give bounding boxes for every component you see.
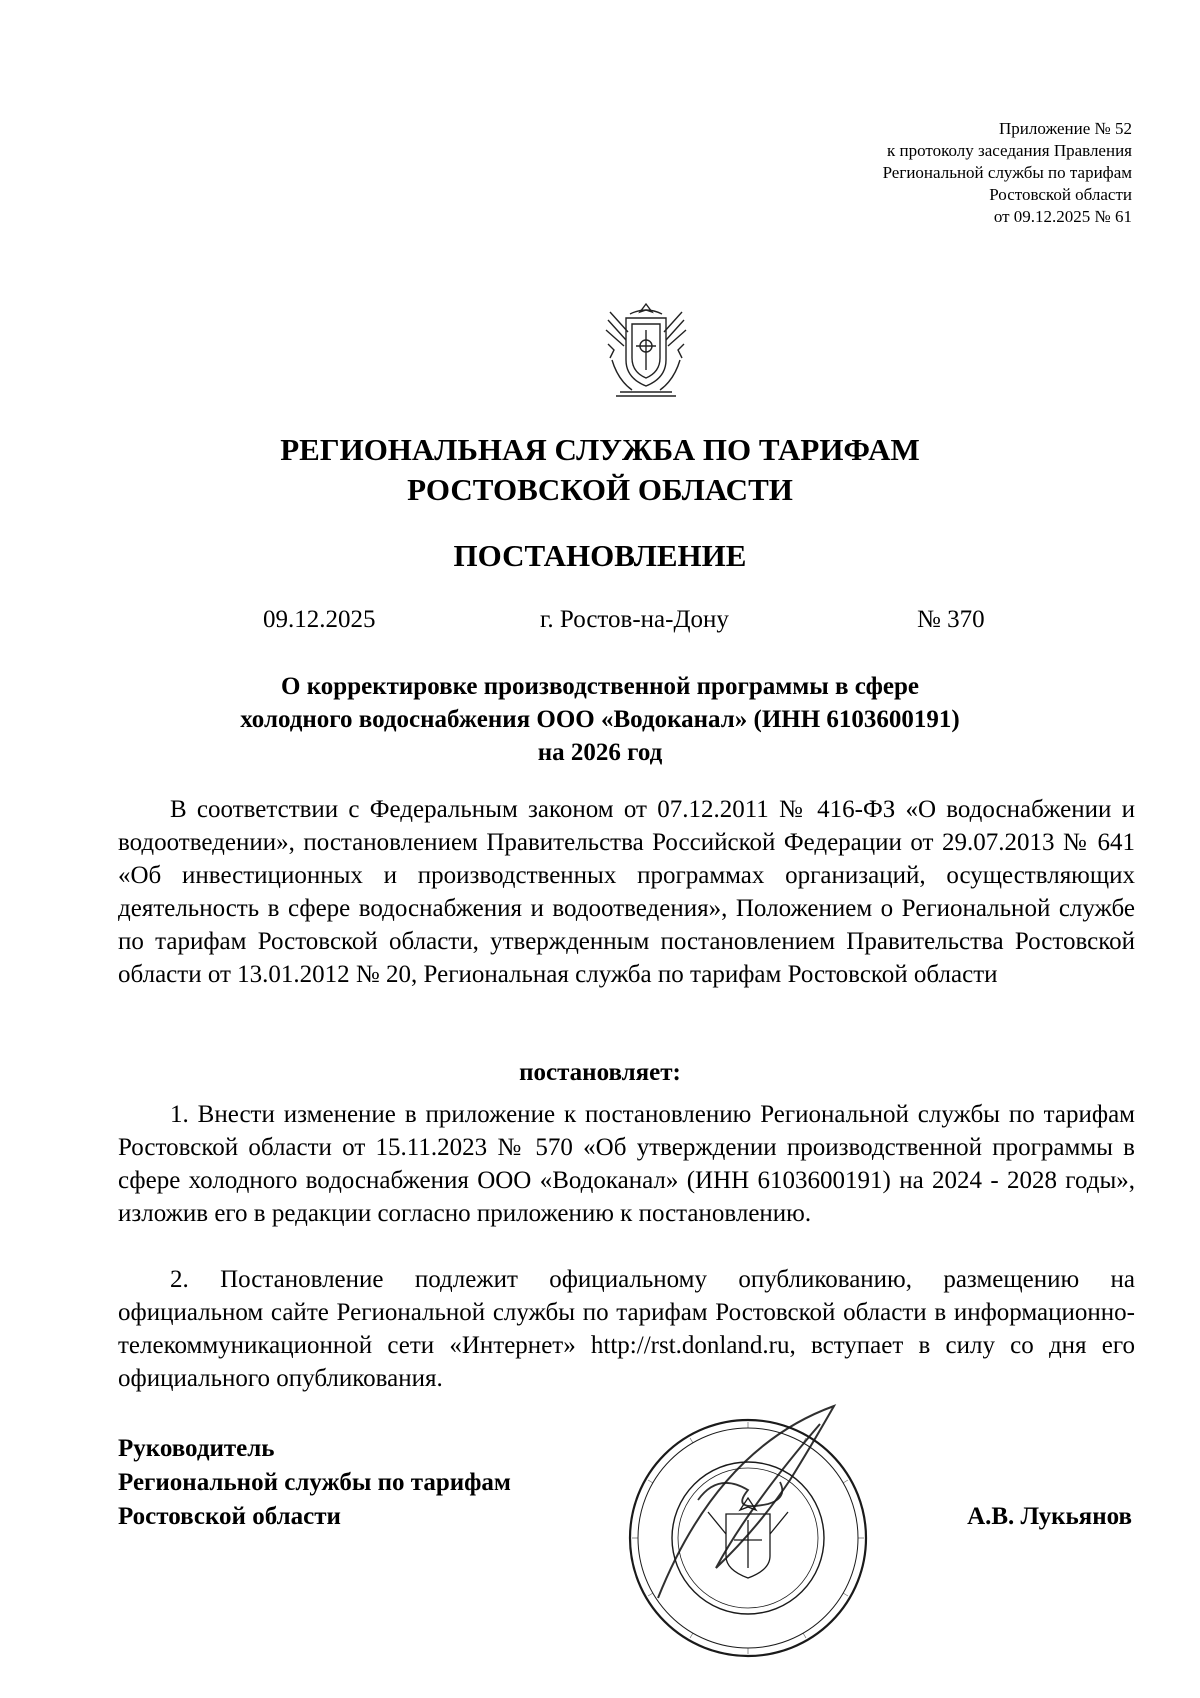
annex-line: Региональной службы по тарифам xyxy=(882,163,1132,182)
signatory-name: А.В. Лукьянов xyxy=(967,1503,1132,1530)
decree-item-1: 1. Внести изменение в приложение к постановлению Региональной службы по тарифам Ростовской области от 15.11.2023 № 570 «Об утверждении производственной программы в сфере холодного водоснабжения ООО «Водоканал» (ИНН 6103600191) на 2024 - 2028 годы», изложив его в редакции согласно приложению к постановлению. xyxy=(118,1101,1135,1227)
document-type: ПОСТАНОВЛЕНИЕ xyxy=(453,538,747,573)
document-city: г. Ростов-на-Дону xyxy=(540,606,729,633)
annex-line: от 09.12.2025 № 61 xyxy=(993,207,1132,226)
signatory-title-line: Ростовской области xyxy=(118,1503,341,1530)
document-number: № 370 xyxy=(917,606,985,633)
decree-word: постановляет: xyxy=(519,1059,681,1086)
annex-line: Приложение № 52 xyxy=(999,119,1132,138)
subject-line: холодного водоснабжения ООО «Водоканал» (ИНН 6103600191) xyxy=(240,706,960,733)
official-round-seal-icon xyxy=(598,1388,878,1668)
annex-line: Ростовской области xyxy=(989,185,1132,204)
subject-line: О корректировке производственной программы в сфере xyxy=(281,673,919,700)
signatory-title-line: Региональной службы по тарифам xyxy=(118,1469,511,1496)
decree-item-2: 2. Постановление подлежит официальному опубликованию, размещению на официальном сайте Региональной службы по тарифам Ростовской области в информационно-телекоммуникационной сети «Интернет» http://rst.donland.ru, вступает в силу со дня его официального опубликования. xyxy=(118,1266,1135,1392)
document-date: 09.12.2025 xyxy=(263,606,376,633)
document-subject xyxy=(0,670,1200,769)
subject-line: на 2026 год xyxy=(537,739,663,766)
annex-line: к протоколу заседания Правления xyxy=(887,141,1132,160)
signatory-title-line: Руководитель xyxy=(118,1435,275,1462)
signatory-title xyxy=(118,1432,511,1534)
rostov-region-coat-of-arms-icon xyxy=(600,300,692,400)
organization-name-line: РЕГИОНАЛЬНАЯ СЛУЖБА ПО ТАРИФАМ xyxy=(280,432,920,467)
annex-reference xyxy=(883,118,1132,228)
preamble-paragraph: В соответствии с Федеральным законом от 07.12.2011 № 416-ФЗ «О водоснабжении и водоотведении», постановлением Правительства Российской Федерации от 29.07.2013 № 641 «Об инвестиционных и производственных программах организаций, осуществляющих деятельность в сфере водоснабжения и водоотведения», Положением о Региональной службе по тарифам Ростовской области, утвержденным постановлением Правительства Ростовской области от 13.01.2012 № 20, Региональная служба по тарифам Ростовской области xyxy=(118,796,1135,988)
organization-name-line: РОСТОВСКОЙ ОБЛАСТИ xyxy=(407,472,793,507)
organization-name xyxy=(0,430,1200,510)
